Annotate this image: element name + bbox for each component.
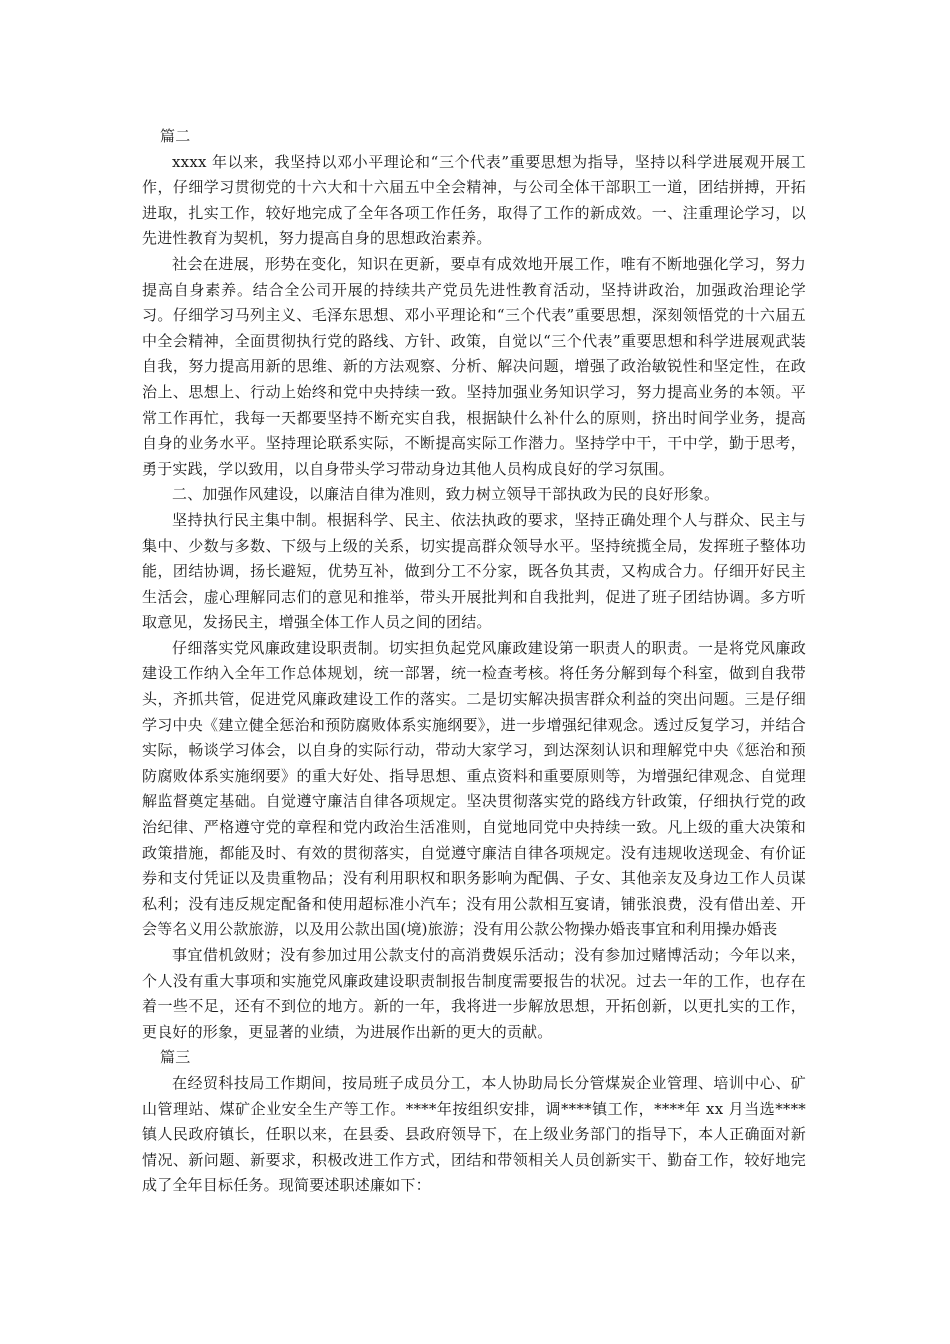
paragraph: 社会在进展，形势在变化，知识在更新，要卓有成效地开展工作，唯有不断地强化学习，努力提高自身素养。结合全公司开展的持续共产党员先进性教育活动，坚持讲政治，加强政治理论学习。仔细学习马列主义、毛泽东思想、邓小平理论和“三个代表”重要思想，深刻领悟党的十六届五中全会精神，全面贯彻执行党的路线、方针、政策，自觉以“三个代表”重要思想和科学进展观武装自我，努力提高用新的思维、新的方法观察、分析、解决问题，增强了政治敏锐性和坚定性，在政治上、思想上、行动上始终和党中央持续一致。坚持加强业务知识学习，努力提高业务的本领。平常工作再忙，我每一天都要坚持不断充实自我，根据缺什么补什么的原则，挤出时间学业务，提高自身的业务水平。坚持理论联系实际，不断提高实际工作潜力。坚持学中干，干中学，勤于思考，勇于实践，学以致用，以自身带头学习带动身边其他人员构成良好的学习氛围。 bbox=[142, 254, 806, 478]
paragraph: xxxx 年以来，我坚持以邓小平理论和“三个代表”重要思想为指导，坚持以科学进展观开展工作，仔细学习贯彻党的十六大和十六届五中全会精神，与公司全体干部职工一道，团结拼搏，开拓进取，扎实工作，较好地完成了全年各项工作任务，取得了工作的新成效。一、注重理论学习，以先进性教育为契机，努力提高自身的思想政治素养。 bbox=[142, 152, 806, 248]
paragraph: 二、加强作风建设，以廉洁自律为准则，致力树立领导干部执政为民的良好形象。 bbox=[172, 485, 720, 504]
paragraph: 坚持执行民主集中制。根据科学、民主、依法执政的要求，坚持正确处理个人与群众、民主与集中、少数与多数、下级与上级的关系，切实提高群众领导水平。坚持统揽全局，发挥班子整体功能，团结协调，扬长避短，优势互补，做到分工不分家，既各负其责，又构成合力。仔细开好民主生活会，虚心理解同志们的意见和推举，带头开展批判和自我批判，促进了班子团结协调。多方听取意见，发扬民主，增强全体工作人员之间的团结。 bbox=[142, 510, 806, 632]
section-heading: 篇二 bbox=[160, 127, 191, 145]
paragraph: 事宜借机敛财；没有参加过用公款支付的高消费娱乐活动；没有参加过赌博活动；今年以来，个人没有重大事项和实施党风廉政建设职责制报告制度需要报告的状况。过去一年的工作，也存在着一些不足，还有不到位的地方。新的一年，我将进一步解放思想，开拓创新，以更扎实的工作，更良好的形象，更显著的业绩，为进展作出新的更大的贡献。 bbox=[142, 946, 806, 1041]
section-heading: 篇三 bbox=[160, 1048, 191, 1067]
paragraph: 在经贸科技局工作期间，按局班子成员分工，本人协助局长分管煤炭企业管理、培训中心、矿山管理站、煤矿企业安全生产等工作。****年按组织安排，调****镇工作，****年 xx 月当选****镇人民政府镇长，任职以来，在县委、县政府领导下，在上级业务部门的指导下，本人正确面对新情况、新问题、新要求，积极改进工作方式，团结和带领相关人员创新实干、勤奋工作，较好地完成了全年目标任务。现简要述职述廉如下： bbox=[142, 1073, 806, 1195]
paragraph: 仔细落实党风廉政建设职责制。切实担负起党风廉政建设第一职责人的职责。一是将党风廉政建设工作纳入全年工作总体规划，统一部署，统一检查考核。将任务分解到每个科室，做到自我带头，齐抓共管，促进党风廉政建设工作的落实。二是切实解决损害群众利益的突出问题。三是仔细学习中央《建立健全惩治和预防腐败体系实施纲要》，进一步增强纪律观念。透过反复学习，并结合实际，畅谈学习体会，以自身的实际行动，带动大家学习，到达深刻认识和理解党中央《惩治和预防腐败体系实施纲要》的重大好处、指导思想、重点资料和重要原则等，为增强纪律观念、自觉理解监督奠定基础。自觉遵守廉洁自律各项规定。坚决贯彻落实党的路线方针政策，仔细执行党的政治纪律、严格遵守党的章程和党内政治生活准则，自觉地同党中央持续一致。凡上级的重大决策和政策措施，都能及时、有效的贯彻落实，自觉遵守廉洁自律各项规定。没有违规收送现金、有价证券和支付凭证以及贵重物品；没有利用职权和职务影响为配偶、子女、其他亲友及身边工作人员谋私利；没有违反规定配备和使用超标准小汽车；没有用公款相互宴请，铺张浪费，没有借出差、开会等名义用公款旅游，以及用公款出国(境)旅游；没有用公款公物操办婚丧事宜和利用操办婚丧 bbox=[142, 638, 806, 939]
document-body bbox=[142, 124, 806, 1199]
